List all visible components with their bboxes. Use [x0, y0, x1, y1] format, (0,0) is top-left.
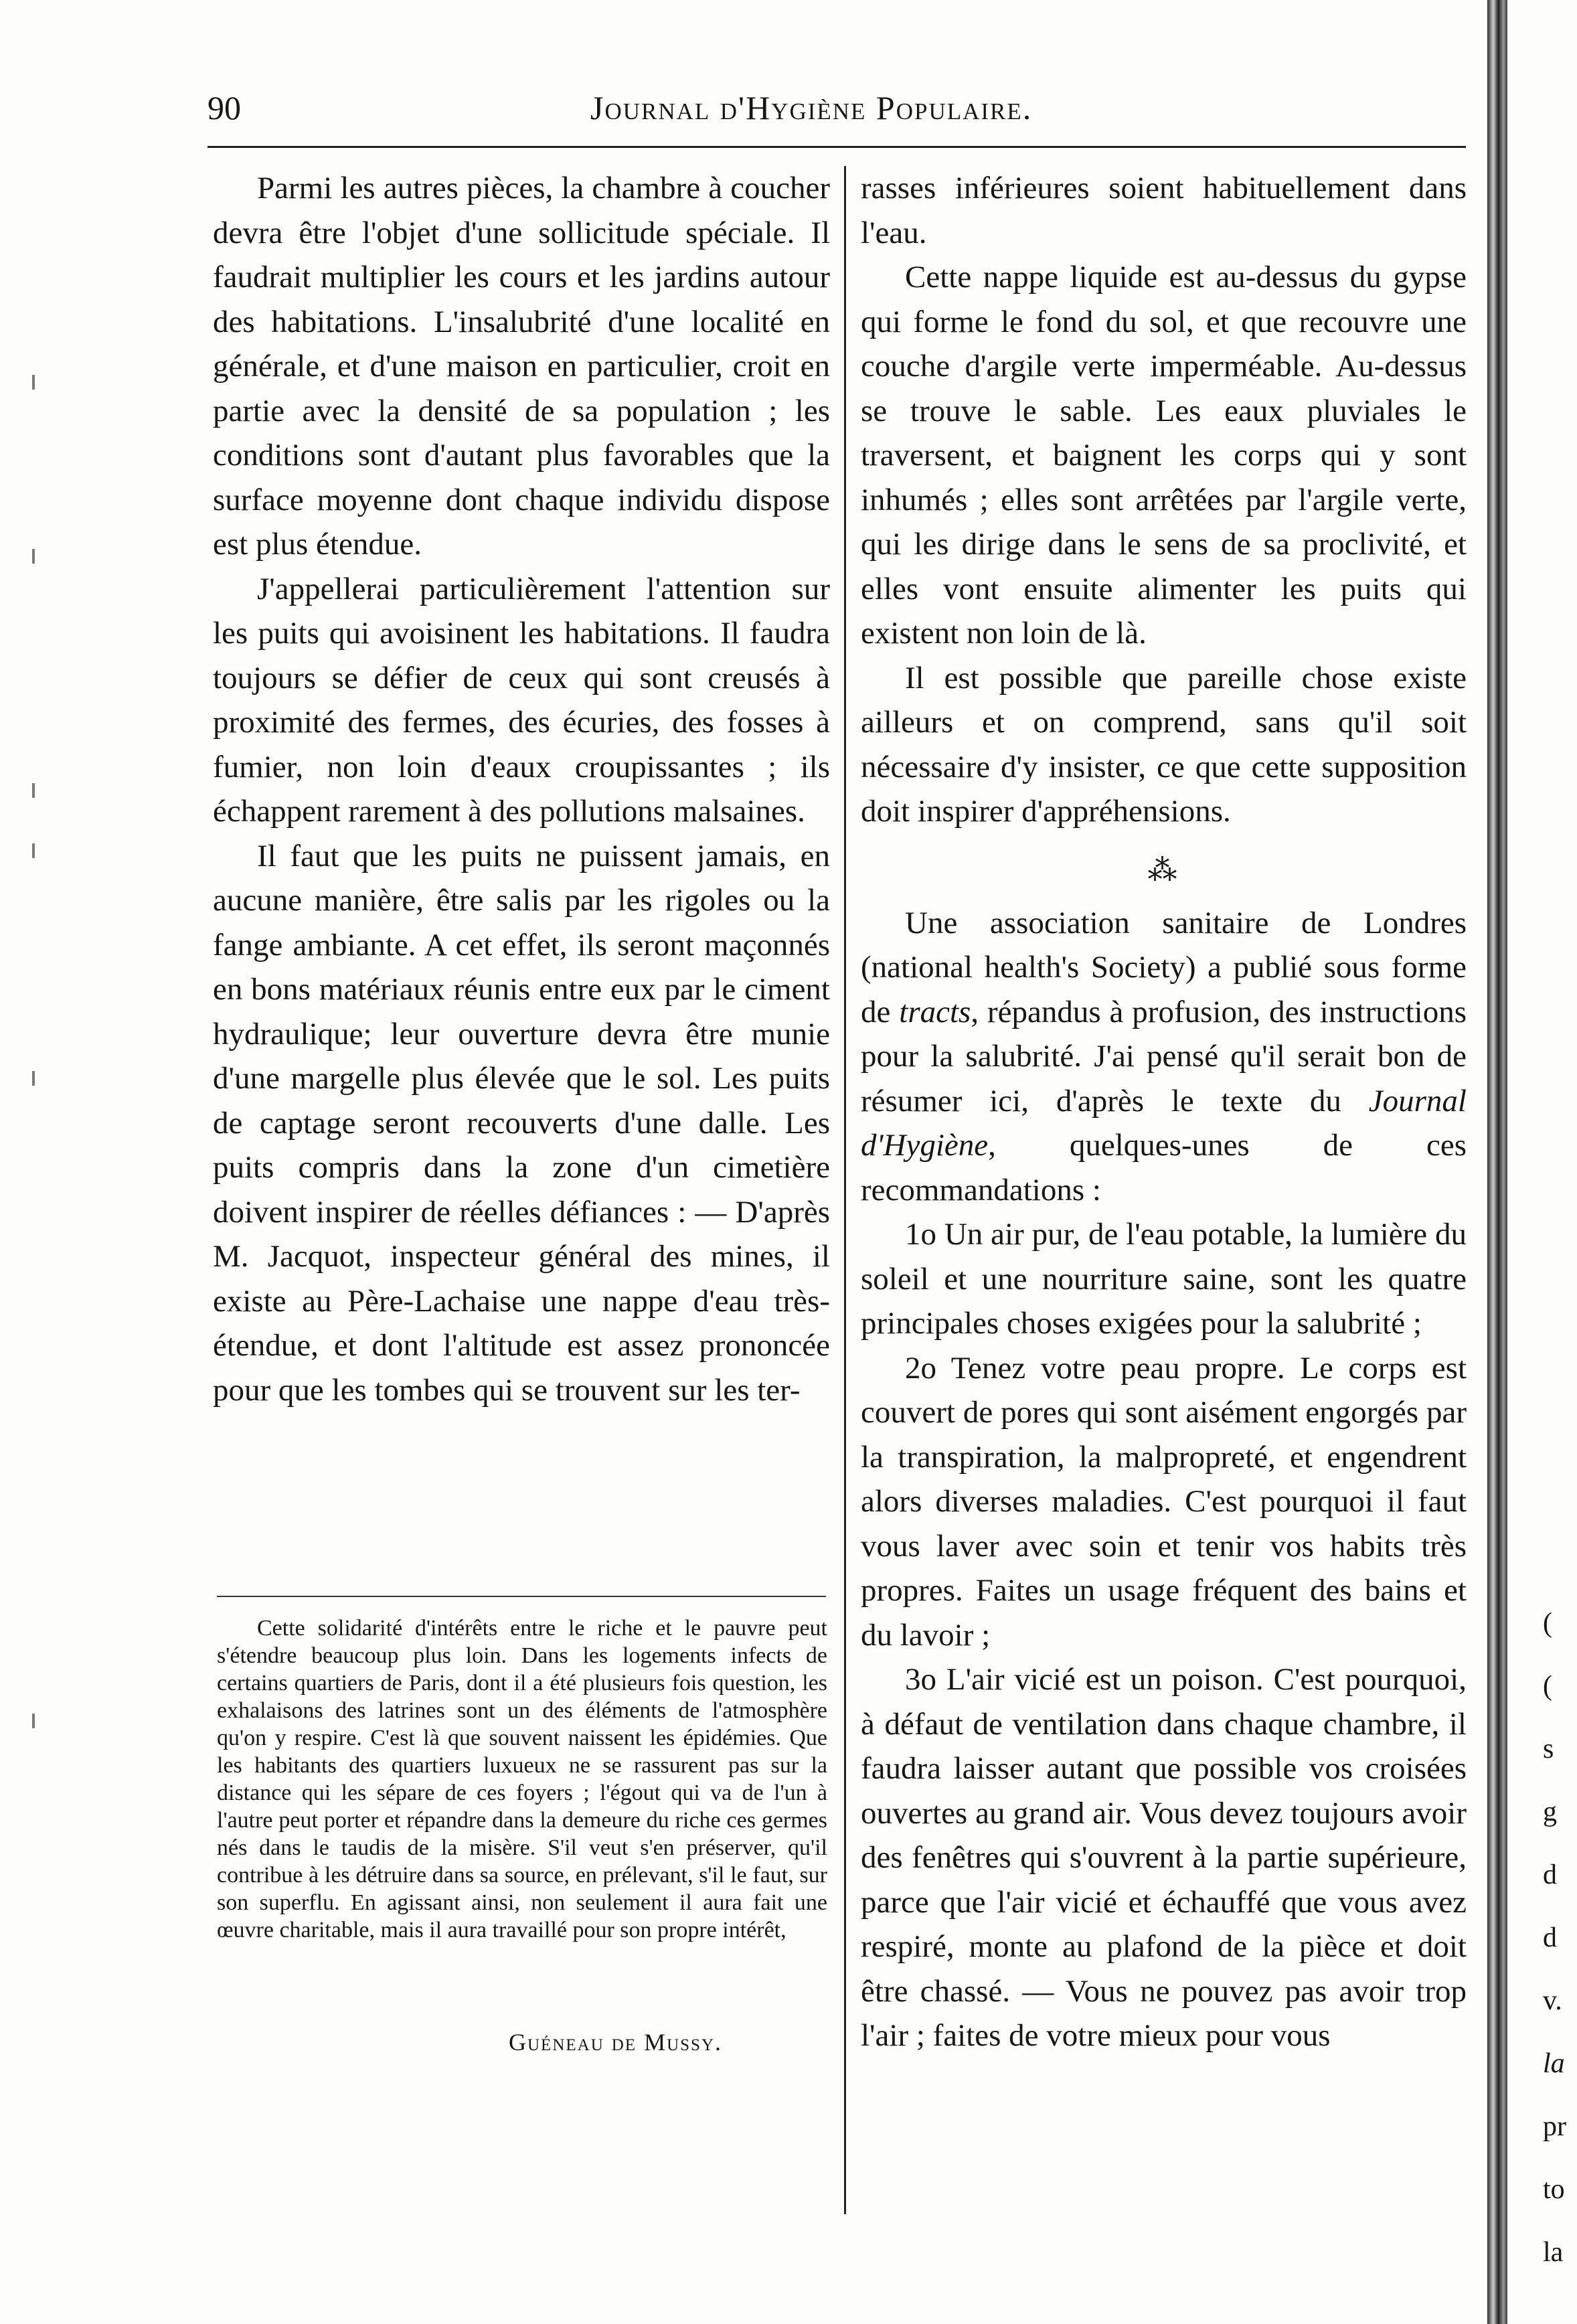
- margin-mark: [32, 375, 35, 390]
- binding-edge: [1487, 0, 1507, 2324]
- page-number: 90: [208, 89, 241, 127]
- paragraph: 2o Tenez votre peau propre. Le corps est couvert de pores qui sont aisément engorgés par la transpiration, la malpropreté, et engendrent alors diverses maladies. C'est pourquoi il faut vous laver avec soin et tenir vos habits très propres. Faites un usage fréquent des bains et du lavoir ;: [861, 1350, 1467, 1653]
- paragraph: Il faut que les puits ne puissent jamais, en aucune manière, être salis par les rigoles ou la fange ambiante. A cet effet, ils seront maçonnés en bons matériaux réunis entre eux par le ciment hydraulique; leur ouverture devra être munie d'une margelle plus élevée que le sol. Les puits de captage seront recouverts d'une dalle. Les puits compris dans la zone d'un cimetière doivent inspirer de réelles défiances : — D'après M. Jacquot, inspecteur général des mines, il existe au Père-Lachaise une nappe d'eau très-étendue, et dont l'altitude est assez prononcée pour que les tombes qui se trouvent sur les ter-: [213, 838, 830, 1408]
- left-margin-marks: [25, 375, 59, 2048]
- margin-mark: [32, 1714, 35, 1728]
- adjacent-letter: (: [1543, 1671, 1552, 1702]
- paragraph: Cette nappe liquide est au-dessus du gypse qui forme le fond du sol, et que recouvre une couche d'argile verte imperméable. Au-dessus se trouve le sable. Les eaux pluviales le traversent, et baignent les corps qui y sont inhumés ; elles sont arrêtées par l'argile verte, qui les dirige dans le sens de sa proclivité, et elles vont ensuite alimenter les puits qui existent non loin de là.: [861, 260, 1467, 651]
- running-title: Journal d'Hygiène Populaire.: [590, 89, 1033, 127]
- adjacent-letter: (: [1543, 1608, 1552, 1639]
- footnote-text: Cette solidarité d'intérêts entre le riche et le pauvre peut s'étendre beaucoup plus loin. Dans les logements infects de certains quartiers de Paris, dont il a été plusieurs fois question, les exhalaisons des latrines sont un des éléments de l'atmosphère qu'on y respire. C'est là que souvent naissent les épidémies. Que les habitants des quartiers luxueux ne se rassurent pas sur la distance qui les sépare de ces foyers ; l'égout qui va de l'un à l'autre peut porter et répandre dans la demeure du riche ces germes nés dans le taudis de la misère. S'il veut s'en préserver, qu'il contribue à les détruire dans sa source, en prélevant, s'il le faut, sur son superflu. En agissant ainsi, non seulement il aura fait une œuvre charitable, mais il aura travaillé pour son propre intérêt,: [217, 1616, 827, 1942]
- adjacent-letter: la: [1543, 2237, 1564, 2268]
- paragraph: 3o L'air vicié est un poison. C'est pourquoi, à défaut de ventilation dans chaque chambre, il faudra laisser autant que possible vos croisées ouvertes au grand air. Vous devez toujours avoir des fenêtres qui s'ouvrent à la partie supérieure, parce que l'air vicié et échauffé que vous avez respiré, monte au plafond de la pièce et doit être chassé. — Vous ne pouvez pas avoir trop l'air ; faites de votre mieux pour vous: [861, 1662, 1467, 2053]
- italic-text: Journal d'Hygiène: [861, 1083, 1467, 1163]
- italic-text: tracts: [899, 994, 971, 1029]
- margin-mark: [32, 549, 35, 564]
- margin-mark: [32, 843, 35, 858]
- text-run: , répandus à profusion, des instructions pour la salubrité. J'ai pensé qu'il serait bon de résumer ici, d'après le texte du: [861, 994, 1467, 1118]
- column-divider: [844, 166, 846, 2214]
- margin-mark: [32, 1071, 35, 1086]
- running-header: [208, 88, 1466, 131]
- footnote-signature: Guéneau de Mussy.: [509, 2029, 723, 2056]
- paragraph: Parmi les autres pièces, la chambre à coucher devra être l'objet d'une sollicitude spéciale. Il faudrait multiplier les cours et les jardins autour des habitations. L'insalubrité d'une localité en générale, et d'une maison en particulier, croit en partie avec la densité de sa population ; les conditions sont d'autant plus favorables que la surface moyenne dont chaque individu dispose est plus étendue.: [213, 171, 830, 562]
- paragraph: [861, 901, 1467, 1213]
- text-run: , quelques-unes de ces recommandations :: [861, 1128, 1467, 1208]
- paragraph: 1o Un air pur, de l'eau potable, la lumière du soleil et une nourriture saine, sont les quatre principales choses exigées pour la salubrité ;: [861, 1217, 1467, 1341]
- adjacent-letter: pr: [1543, 2111, 1566, 2142]
- paragraph: J'appellerai particulièrement l'attention sur les puits qui avoisinent les habitations. Il faudra toujours se défier de ceux qui sont creusés à proximité des fermes, des écuries, des fosses à fumier, non loin d'eaux croupissantes ; ils échappent rarement à des pollutions malsaines.: [213, 571, 830, 829]
- text-run: Une association sanitaire de Londres (national health's Society) a publié sous forme de: [861, 905, 1467, 1029]
- paragraph: rasses inférieures soient habituellement dans l'eau.: [861, 171, 1467, 250]
- adjacent-letter: to: [1543, 2174, 1565, 2205]
- right-column: [861, 166, 1467, 2058]
- adjacent-page-margin: [1543, 1592, 1576, 2284]
- asterism-separator: ⁂: [1147, 853, 1180, 887]
- paragraph: Il est possible que pareille chose existe ailleurs et on comprend, sans qu'il soit nécessaire d'y insister, ce que cette supposition doit inspirer d'appréhensions.: [861, 660, 1467, 829]
- adjacent-letter: s: [1543, 1734, 1554, 1764]
- margin-mark: [32, 783, 35, 798]
- adjacent-letter: la: [1543, 2048, 1565, 2079]
- adjacent-letter: d: [1543, 1859, 1557, 1890]
- adjacent-letter: g: [1543, 1797, 1557, 1827]
- header-rule: [208, 146, 1466, 148]
- adjacent-letter: d: [1543, 1922, 1557, 1953]
- footnote: [217, 1614, 827, 1944]
- footnote-rule: [217, 1596, 826, 1597]
- left-column: [213, 166, 830, 1412]
- adjacent-letter: v.: [1543, 1985, 1562, 2016]
